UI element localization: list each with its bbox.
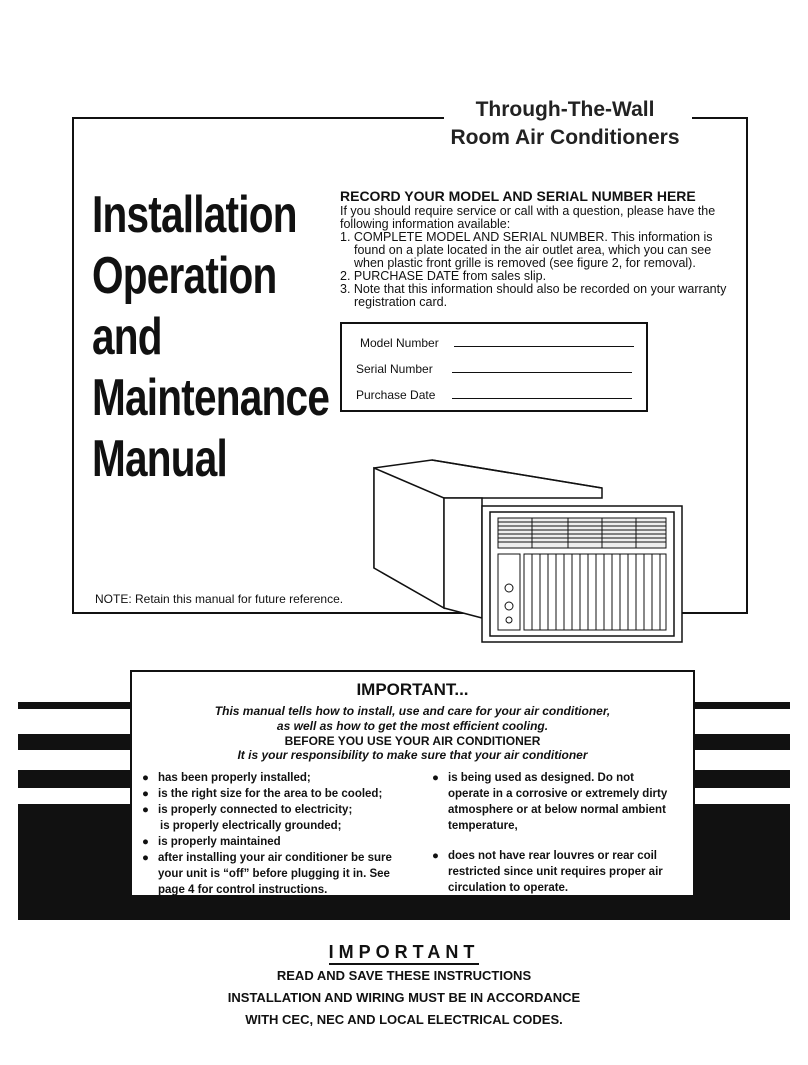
serial-number-line	[452, 372, 632, 373]
bullet-dot-icon: ●	[142, 836, 149, 848]
important-box	[130, 670, 695, 897]
bullet-dot-icon: ●	[432, 772, 439, 784]
record-heading: RECORD YOUR MODEL AND SERIAL NUMBER HERE	[340, 188, 696, 204]
title-line-1: Installation	[92, 186, 297, 244]
purchase-date-label: Purchase Date	[356, 388, 436, 402]
important-right-list	[432, 770, 682, 896]
record-item-1: 1. COMPLETE MODEL AND SERIAL NUMBER. This information is found on a plate located in the air outlet area, which you can see when plastic front grille is removed (see figure 2, for removal).	[340, 230, 713, 270]
list-item: ● is being used as designed. Do not operate in a corrosive or extremely dirty atmosphere or at below normal ambient temperature,	[432, 772, 668, 832]
bullet-dot-icon: ●	[142, 852, 149, 864]
list-item: is properly electrically grounded;	[160, 820, 342, 832]
important-line-1: This manual tells how to install, use and care for your air conditioner,	[214, 704, 611, 718]
header-line-1: Through-The-Wall	[475, 98, 655, 121]
important-left-list	[142, 770, 410, 898]
serial-number-field[interactable]	[356, 362, 433, 376]
model-number-line	[454, 346, 634, 347]
title-line-4: Maintenance	[92, 369, 330, 427]
model-number-label: Model Number	[360, 336, 439, 350]
bottom-line-1: READ AND SAVE THESE INSTRUCTIONS	[276, 968, 532, 983]
bullet-dot-icon: ●	[432, 850, 439, 862]
list-item: ● is properly maintained	[142, 836, 281, 848]
important-line-3: BEFORE YOU USE YOUR AIR CONDITIONER	[284, 734, 541, 748]
bullet-dot-icon: ●	[142, 772, 149, 784]
serial-number-label: Serial Number	[356, 362, 433, 376]
list-item: ● has been properly installed;	[142, 772, 311, 784]
manual-title	[92, 185, 330, 490]
bottom-line-2: INSTALLATION AND WIRING MUST BE IN ACCORDANCE	[227, 990, 581, 1005]
bullet-dot-icon: ●	[142, 804, 149, 816]
list-item: ● does not have rear louvres or rear coil restricted since unit requires proper air circulation to operate.	[432, 850, 663, 894]
record-intro: If you should require service or call with a question, please have the following information available:	[340, 204, 716, 231]
record-section	[340, 188, 736, 309]
record-item-2: 2. PURCHASE DATE from sales slip.	[340, 269, 547, 283]
header-title	[420, 96, 710, 152]
list-item: ● is properly connected to electricity;	[142, 804, 353, 816]
header-line-2: Room Air Conditioners	[450, 126, 680, 149]
list-item: ● after installing your air conditioner be sure your unit is “off” before plugging it in. See page 4 for control instructions.	[142, 852, 392, 896]
important-line-2: as well as how to get the most efficient cooling.	[276, 719, 549, 733]
bottom-important-title: IMPORTANT	[0, 942, 808, 963]
record-fields-box	[340, 322, 648, 412]
retain-note: NOTE: Retain this manual for future reference.	[95, 592, 344, 606]
bullet-dot-icon: ●	[142, 788, 149, 800]
title-line-3: and	[92, 308, 162, 366]
list-item: ● is the right size for the area to be cooled;	[142, 788, 383, 800]
purchase-date-field[interactable]	[356, 388, 435, 402]
title-line-5: Manual	[92, 430, 228, 488]
title-line-2: Operation	[92, 247, 277, 305]
record-item-3: 3. Note that this information should also be recorded on your warranty registration card.	[340, 282, 727, 309]
model-number-field[interactable]	[360, 336, 439, 350]
important-title: IMPORTANT...	[356, 680, 469, 699]
purchase-date-line	[452, 398, 632, 399]
important-line-4: It is your responsibility to make sure that your air conditioner	[237, 748, 588, 762]
air-conditioner-illustration	[372, 458, 688, 644]
bottom-line-3: WITH CEC, NEC AND LOCAL ELECTRICAL CODES.	[245, 1012, 563, 1027]
